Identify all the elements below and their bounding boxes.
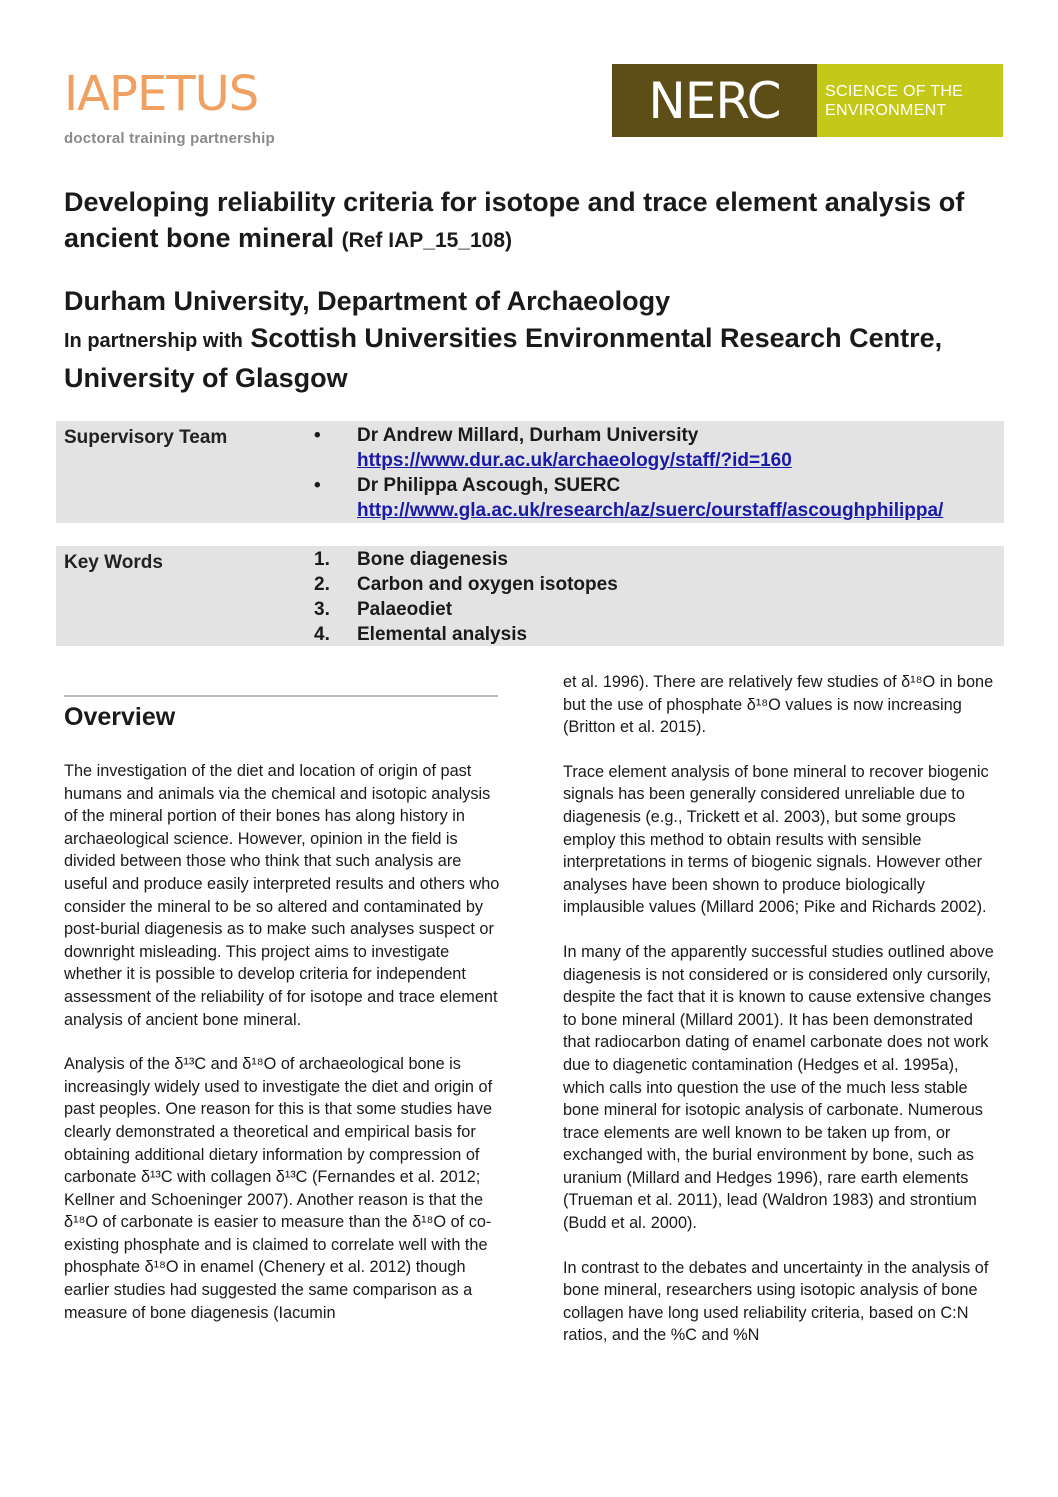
iapetus-subtitle: doctoral training partnership: [64, 130, 275, 147]
iapetus-wordmark: IAPETUS: [64, 66, 259, 122]
supervisor-list: [314, 423, 943, 523]
key-word-item: 4. Elemental analysis: [314, 624, 528, 645]
nerc-tagline-line2: ENVIRONMENT: [825, 101, 947, 119]
paragraph: The investigation of the diet and location of origin of past humans and animals via the chemical and isotopic analysis of the mineral portion of their bones has along history in archaeological science. However, opinion in the field is divided between those who think that such analysis are useful and produce easily interpreted results and others who consider the mineral to be so altered and contaminated by post-burial diagenesis as to make such analyses suspect or downright misleading. This project aims to investigate whether it is possible to develop criteria for independent assessment of the reliability of for isotope and trace element analysis of ancient bone mineral.: [64, 762, 500, 1029]
key-words-list: [314, 547, 618, 647]
paragraph: In contrast to the debates and uncertainty in the analysis of bone mineral, researchers using isotopic analysis of bone collagen have long used reliability criteria, based on C:N ratios, and the %C and %N: [563, 1258, 989, 1345]
paragraph: In many of the apparently successful studies outlined above diagenesis is not considered or is considered only cursorily, despite the fact that it is known to cause extensive changes to bone mineral (Millard 2001). It has been demonstrated that radiocarbon dating of enamel carbonate does not work due to diagenetic contamination (Hedges et al. 1995a), which calls into question the use of the much less stable bone mineral for isotopic analysis of carbonate. Numerous trace elements are well known to be taken up from, or exchanged with, the burial environment by bone, such as uranium (Millard and Hedges 1996), rare earth elements (Trueman et al. 2011), lead (Waldron 1983) and strontium (Budd et al. 2000).: [563, 942, 994, 1233]
bullet-icon: •: [314, 425, 321, 446]
key-words-row: [56, 546, 1004, 646]
key-word-item: 2. Carbon and oxygen isotopes: [314, 574, 618, 595]
host-institution: Durham University, Department of Archaeology: [64, 286, 671, 316]
paragraph: Trace element analysis of bone mineral to recover biogenic signals has been generally considered unreliable due to diagenesis (e.g., Trickett et al. 2003), but some groups employ this method to obtain results with sensible interpretations in terms of biogenic signals. However other analyses have been shown to produce biologically implausible values (Millard 2006; Pike and Richards 2002).: [563, 762, 989, 917]
supervisor-link[interactable]: https://www.dur.ac.uk/archaeology/staff/?id=160: [357, 450, 792, 471]
nerc-tagline: [817, 64, 1003, 137]
project-reference: (Ref IAP_15_108): [341, 229, 513, 252]
supervisor-link[interactable]: http://www.gla.ac.uk/research/az/suerc/ourstaff/ascoughphilippa/: [357, 500, 944, 521]
overview-heading: Overview: [64, 703, 176, 731]
supervisory-team-label: Supervisory Team: [64, 427, 228, 448]
key-word-item: 3. Palaeodiet: [314, 599, 453, 620]
section-divider: [64, 695, 498, 697]
iapetus-logo: [64, 66, 275, 147]
supervisor-name: Dr Andrew Millard, Durham University: [357, 425, 699, 446]
institution-block: [64, 283, 1004, 397]
partner-institution: Scottish Universities Environmental Research Centre, University of Glasgow: [64, 323, 943, 393]
supervisor-item: [314, 423, 943, 473]
project-title-main: Developing reliability criteria for isotope and trace element analysis of ancient bone mineral: [64, 187, 965, 253]
nerc-logo: [612, 64, 1003, 137]
bullet-icon: •: [314, 475, 321, 496]
overview-left-column: [64, 760, 500, 1346]
supervisor-name: Dr Philippa Ascough, SUERC: [357, 475, 621, 496]
supervisory-team-row: [56, 421, 1004, 523]
supervisor-item: [314, 473, 943, 523]
project-title: [64, 184, 1004, 259]
key-word-item: 1. Bone diagenesis: [314, 549, 508, 570]
paragraph: Analysis of the δ¹³C and δ¹⁸O of archaeological bone is increasingly widely used to investigate the diet and origin of past peoples. One reason for this is that some studies have clearly demonstrated a theoretical and empirical basis for obtaining additional dietary information by compression of carbonate δ¹³C with collagen δ¹³C (Fernandes et al. 2012; Kellner and Schoeninger 2007). Another reason is that the δ¹⁸O of carbonate is easier to measure than the δ¹⁸O of co-existing phosphate and is claimed to correlate well with the phosphate δ¹⁸O in enamel (Chenery et al. 2012) though earlier studies had suggested the same comparison as a measure of bone diagenesis (Iacumin: [64, 1055, 493, 1322]
partner-prefix: In partnership with: [64, 330, 243, 352]
nerc-wordmark: NERC: [612, 64, 817, 137]
paragraph: et al. 1996). There are relatively few studies of δ¹⁸O in bone but the use of phosphate δ¹⁸O values is now increasing (Britton et al. 2015).: [563, 673, 994, 737]
key-words-label: Key Words: [64, 552, 163, 573]
overview-right-column: [563, 671, 999, 1369]
nerc-tagline-line1: SCIENCE OF THE: [825, 82, 964, 100]
